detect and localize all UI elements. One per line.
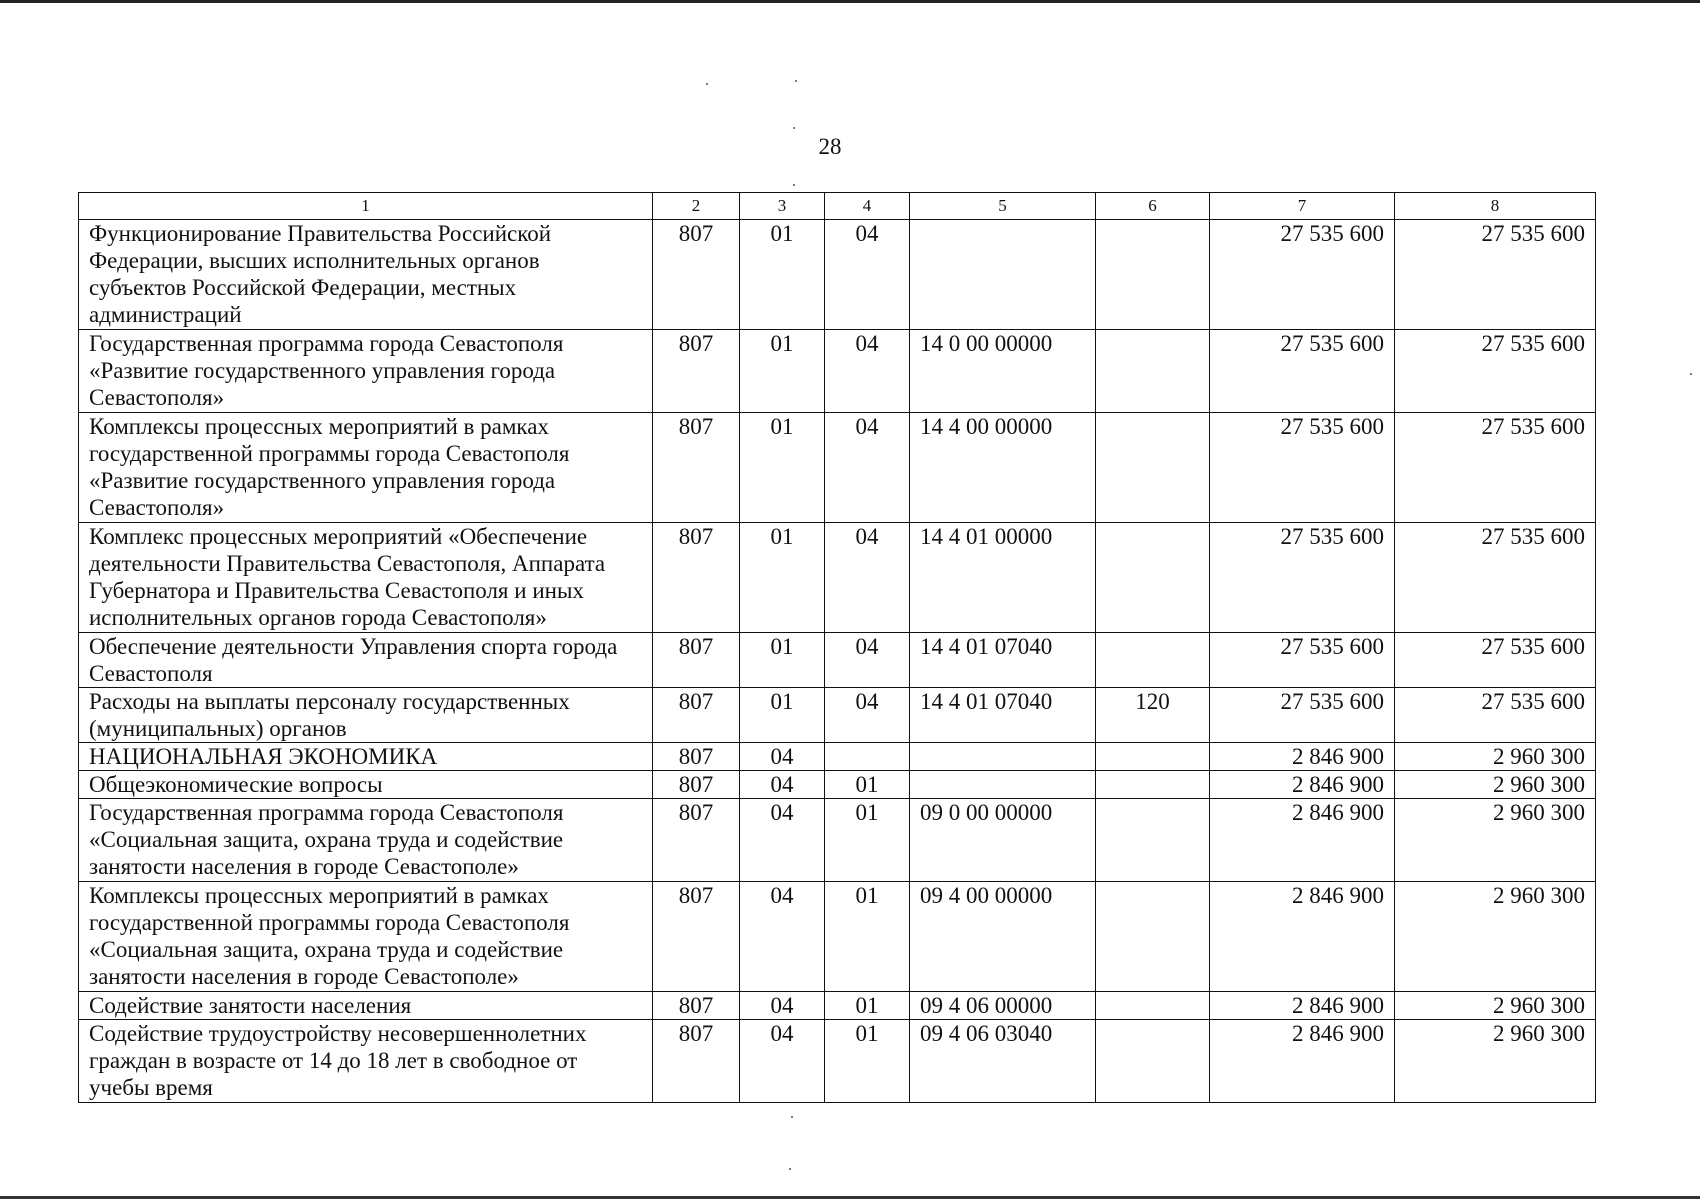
row-name: Комплексы процессных мероприятий в рамках государственной программы города Севастополя «Социальная защита, охрана труда и содействие занятости населения в городе Севастополе» <box>79 882 653 992</box>
row-ved: 807 <box>653 882 740 992</box>
row-name: Комплексы процессных мероприятий в рамках государственной программы города Севастополя «Развитие государственного управления города Севастополя» <box>79 413 653 523</box>
header-col-2: 2 <box>653 193 740 220</box>
scan-speck <box>793 184 795 186</box>
table-row <box>79 633 1596 688</box>
row-rz: 04 <box>740 992 825 1020</box>
row-name: Государственная программа города Севастополя «Развитие государственного управления города Севастополя» <box>79 330 653 413</box>
row-sum-2: 2 960 300 <box>1395 992 1596 1020</box>
row-csr: 09 4 06 03040 <box>910 1020 1096 1103</box>
row-rz: 01 <box>740 330 825 413</box>
row-csr: 14 4 01 07040 <box>910 688 1096 743</box>
row-sum-2: 27 535 600 <box>1395 633 1596 688</box>
row-sum-2: 2 960 300 <box>1395 743 1596 771</box>
row-vr <box>1096 771 1210 799</box>
row-name: Расходы на выплаты персоналу государственных (муниципальных) органов <box>79 688 653 743</box>
row-vr <box>1096 992 1210 1020</box>
row-vr <box>1096 799 1210 882</box>
table-row <box>79 330 1596 413</box>
row-pr: 04 <box>825 523 910 633</box>
row-ved: 807 <box>653 771 740 799</box>
row-rz: 04 <box>740 1020 825 1103</box>
table-row <box>79 220 1596 330</box>
row-sum-2: 27 535 600 <box>1395 413 1596 523</box>
row-pr: 04 <box>825 413 910 523</box>
row-ved: 807 <box>653 523 740 633</box>
row-name: Государственная программа города Севастополя «Социальная защита, охрана труда и содействие занятости населения в городе Севастополе» <box>79 799 653 882</box>
row-vr <box>1096 1020 1210 1103</box>
row-ved: 807 <box>653 220 740 330</box>
row-sum-1: 27 535 600 <box>1210 220 1395 330</box>
row-sum-1: 2 846 900 <box>1210 882 1395 992</box>
row-sum-1: 2 846 900 <box>1210 992 1395 1020</box>
row-csr: 14 0 00 00000 <box>910 330 1096 413</box>
row-ved: 807 <box>653 1020 740 1103</box>
row-ved: 807 <box>653 330 740 413</box>
row-name: Обеспечение деятельности Управления спорта города Севастополя <box>79 633 653 688</box>
page-number: 28 <box>818 134 842 159</box>
row-csr <box>910 743 1096 771</box>
scan-speck <box>1690 373 1692 375</box>
row-pr: 01 <box>825 799 910 882</box>
scan-speck <box>793 127 795 129</box>
row-csr <box>910 771 1096 799</box>
row-ved: 807 <box>653 633 740 688</box>
table-row <box>79 771 1596 799</box>
header-col-1: 1 <box>79 193 653 220</box>
row-sum-1: 27 535 600 <box>1210 413 1395 523</box>
row-sum-2: 27 535 600 <box>1395 688 1596 743</box>
row-sum-2: 27 535 600 <box>1395 330 1596 413</box>
row-sum-1: 2 846 900 <box>1210 743 1395 771</box>
row-rz: 04 <box>740 743 825 771</box>
row-sum-2: 27 535 600 <box>1395 523 1596 633</box>
header-col-7: 7 <box>1210 193 1395 220</box>
table-header <box>79 193 1596 220</box>
row-vr <box>1096 523 1210 633</box>
scan-speck <box>706 83 708 85</box>
header-col-6: 6 <box>1096 193 1210 220</box>
row-vr: 120 <box>1096 688 1210 743</box>
row-sum-1: 2 846 900 <box>1210 799 1395 882</box>
row-vr <box>1096 633 1210 688</box>
row-rz: 01 <box>740 413 825 523</box>
row-pr: 04 <box>825 220 910 330</box>
row-sum-2: 2 960 300 <box>1395 882 1596 992</box>
row-sum-1: 27 535 600 <box>1210 330 1395 413</box>
scan-top-edge <box>0 0 1700 3</box>
row-csr <box>910 220 1096 330</box>
row-name: Функционирование Правительства Российской Федерации, высших исполнительных органов субъектов Российской Федерации, местных администраций <box>79 220 653 330</box>
row-name: Содействие занятости населения <box>79 992 653 1020</box>
row-pr: 01 <box>825 882 910 992</box>
header-col-3: 3 <box>740 193 825 220</box>
row-name: Содействие трудоустройству несовершеннолетних граждан в возрасте от 14 до 18 лет в свободное от учебы время <box>79 1020 653 1103</box>
row-csr: 09 4 06 00000 <box>910 992 1096 1020</box>
table-row <box>79 799 1596 882</box>
row-ved: 807 <box>653 799 740 882</box>
scan-speck <box>795 80 797 82</box>
row-csr: 14 4 00 00000 <box>910 413 1096 523</box>
row-sum-1: 27 535 600 <box>1210 633 1395 688</box>
row-vr <box>1096 743 1210 771</box>
row-rz: 04 <box>740 799 825 882</box>
table-row <box>79 992 1596 1020</box>
header-col-8: 8 <box>1395 193 1596 220</box>
table-row <box>79 1020 1596 1103</box>
row-csr: 09 4 00 00000 <box>910 882 1096 992</box>
row-rz: 01 <box>740 220 825 330</box>
scan-speck <box>789 1168 791 1170</box>
row-sum-2: 27 535 600 <box>1395 220 1596 330</box>
row-ved: 807 <box>653 688 740 743</box>
row-rz: 01 <box>740 633 825 688</box>
row-csr: 09 0 00 00000 <box>910 799 1096 882</box>
row-sum-2: 2 960 300 <box>1395 799 1596 882</box>
row-pr: 01 <box>825 771 910 799</box>
row-name: НАЦИОНАЛЬНАЯ ЭКОНОМИКА <box>79 743 653 771</box>
row-pr: 04 <box>825 633 910 688</box>
row-name: Общеэкономические вопросы <box>79 771 653 799</box>
row-sum-1: 2 846 900 <box>1210 1020 1395 1103</box>
table-row <box>79 523 1596 633</box>
row-pr: 04 <box>825 688 910 743</box>
table-row <box>79 413 1596 523</box>
row-sum-1: 27 535 600 <box>1210 688 1395 743</box>
header-col-4: 4 <box>825 193 910 220</box>
table-row <box>79 743 1596 771</box>
table-row <box>79 688 1596 743</box>
row-pr <box>825 743 910 771</box>
row-vr <box>1096 220 1210 330</box>
row-rz: 04 <box>740 771 825 799</box>
row-csr: 14 4 01 07040 <box>910 633 1096 688</box>
table-body <box>79 220 1596 1103</box>
row-pr: 01 <box>825 1020 910 1103</box>
row-rz: 01 <box>740 688 825 743</box>
row-sum-2: 2 960 300 <box>1395 1020 1596 1103</box>
row-rz: 01 <box>740 523 825 633</box>
row-csr: 14 4 01 00000 <box>910 523 1096 633</box>
row-sum-2: 2 960 300 <box>1395 771 1596 799</box>
row-sum-1: 2 846 900 <box>1210 771 1395 799</box>
row-ved: 807 <box>653 743 740 771</box>
row-pr: 01 <box>825 992 910 1020</box>
row-vr <box>1096 330 1210 413</box>
scan-bottom-edge <box>0 1196 1700 1199</box>
row-ved: 807 <box>653 992 740 1020</box>
row-rz: 04 <box>740 882 825 992</box>
row-vr <box>1096 882 1210 992</box>
table-row <box>79 882 1596 992</box>
row-vr <box>1096 413 1210 523</box>
budget-table <box>78 192 1596 1103</box>
scan-speck <box>791 1116 793 1118</box>
header-col-5: 5 <box>910 193 1096 220</box>
row-ved: 807 <box>653 413 740 523</box>
header-row <box>79 193 1596 220</box>
row-sum-1: 27 535 600 <box>1210 523 1395 633</box>
row-name: Комплекс процессных мероприятий «Обеспечение деятельности Правительства Севастополя, Аппарата Губернатора и Правительства Севастополя и иных исполнительных органов города Севастополя» <box>79 523 653 633</box>
row-pr: 04 <box>825 330 910 413</box>
